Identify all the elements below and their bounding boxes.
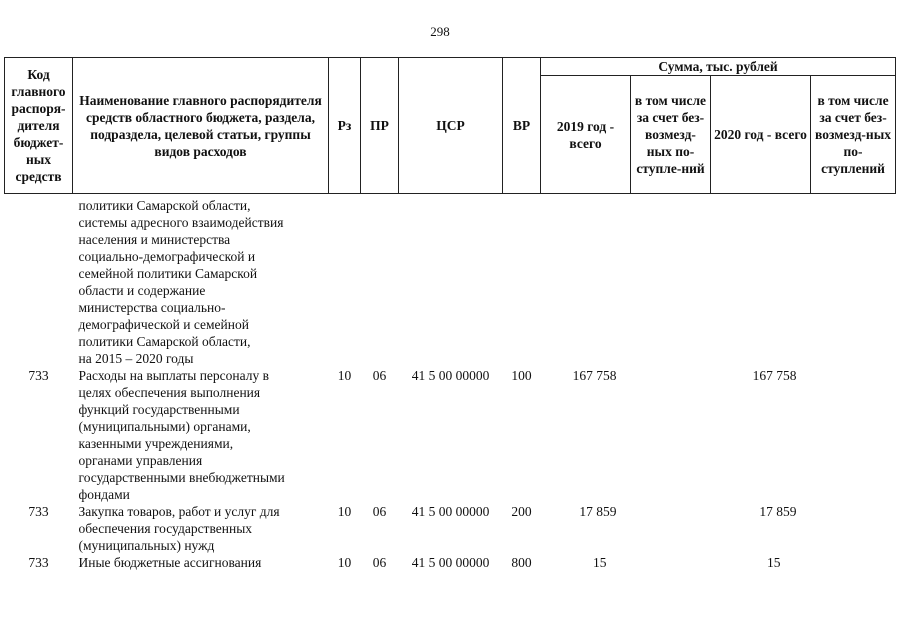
row-name: Иные бюджетные ассигнования xyxy=(78,555,262,570)
row-2020-free xyxy=(811,367,896,503)
header-rz: Рз xyxy=(329,58,361,194)
header-code: Код главного распоря-дителя бюджет-ных средств xyxy=(5,58,73,194)
row-2019-total: 167 758 xyxy=(572,368,617,383)
row-code: 733 xyxy=(28,368,49,383)
row-2019-total: 17 859 xyxy=(579,504,617,519)
header-2020-total: 2020 год - всего xyxy=(711,76,811,194)
row-code: 733 xyxy=(28,504,49,519)
header-name: Наименование главного распорядителя средств областного бюджета, раздела, подраздела, целевой статьи, группы видов расходов xyxy=(73,58,329,194)
table-body xyxy=(5,194,896,572)
row-2020-total: 167 758 xyxy=(752,368,797,383)
row-vr: 800 xyxy=(511,555,532,570)
header-csr: ЦСР xyxy=(399,58,503,194)
row-rz: 10 xyxy=(337,555,352,570)
table-row xyxy=(5,367,896,503)
row-code: 733 xyxy=(28,555,49,570)
row-rz: 10 xyxy=(337,368,352,383)
table-row xyxy=(5,554,896,571)
row-2019-total: 15 xyxy=(593,555,607,570)
row-vr: 100 xyxy=(511,368,532,383)
table-header xyxy=(5,58,896,194)
row-pr: 06 xyxy=(372,368,387,383)
row-pr: 06 xyxy=(372,504,387,519)
row-2020-total: 17 859 xyxy=(759,504,797,519)
row-vr: 200 xyxy=(511,504,532,519)
page-number: 298 xyxy=(430,24,450,39)
header-2020-free: в том числе за счет без-возмезд-ных по-ступлений xyxy=(811,76,896,194)
header-vr: ВР xyxy=(503,58,541,194)
row-2019-free xyxy=(631,367,711,503)
row-csr: 41 5 00 00000 xyxy=(411,555,490,570)
table-row xyxy=(5,503,896,554)
row-csr: 41 5 00 00000 xyxy=(411,504,490,519)
row-pr: 06 xyxy=(372,555,387,570)
continuation-row xyxy=(5,194,896,368)
row-2020-free xyxy=(811,554,896,571)
row-2019-free xyxy=(631,554,711,571)
continuation-text: политики Самарской области, системы адресного взаимодействия населения и министерства социально-демографической и семейной политики Самарской области и содержание министерства социально- демографической и семейной политики Самарской области, на 2015 – 2020 годы xyxy=(78,198,284,366)
row-name: Расходы на выплаты персоналу в целях обеспечения выполнения функций государственными (муниципальными) органами, казенными учреждениями, органами управления государственными внебюджетными фондами xyxy=(78,368,285,502)
header-2019-total: 2019 год - всего xyxy=(541,76,631,194)
row-2020-total: 15 xyxy=(767,555,781,570)
row-rz: 10 xyxy=(337,504,352,519)
budget-table xyxy=(4,57,896,571)
row-csr: 41 5 00 00000 xyxy=(411,368,490,383)
row-name: Закупка товаров, работ и услуг для обеспечения государственных (муниципальных) нужд xyxy=(78,504,280,553)
header-sum: Сумма, тыс. рублей xyxy=(541,58,896,76)
row-2019-free xyxy=(631,503,711,554)
row-2020-free xyxy=(811,503,896,554)
header-2019-free: в том числе за счет без-возмезд-ных по-ступле-ний xyxy=(631,76,711,194)
header-pr: ПР xyxy=(361,58,399,194)
